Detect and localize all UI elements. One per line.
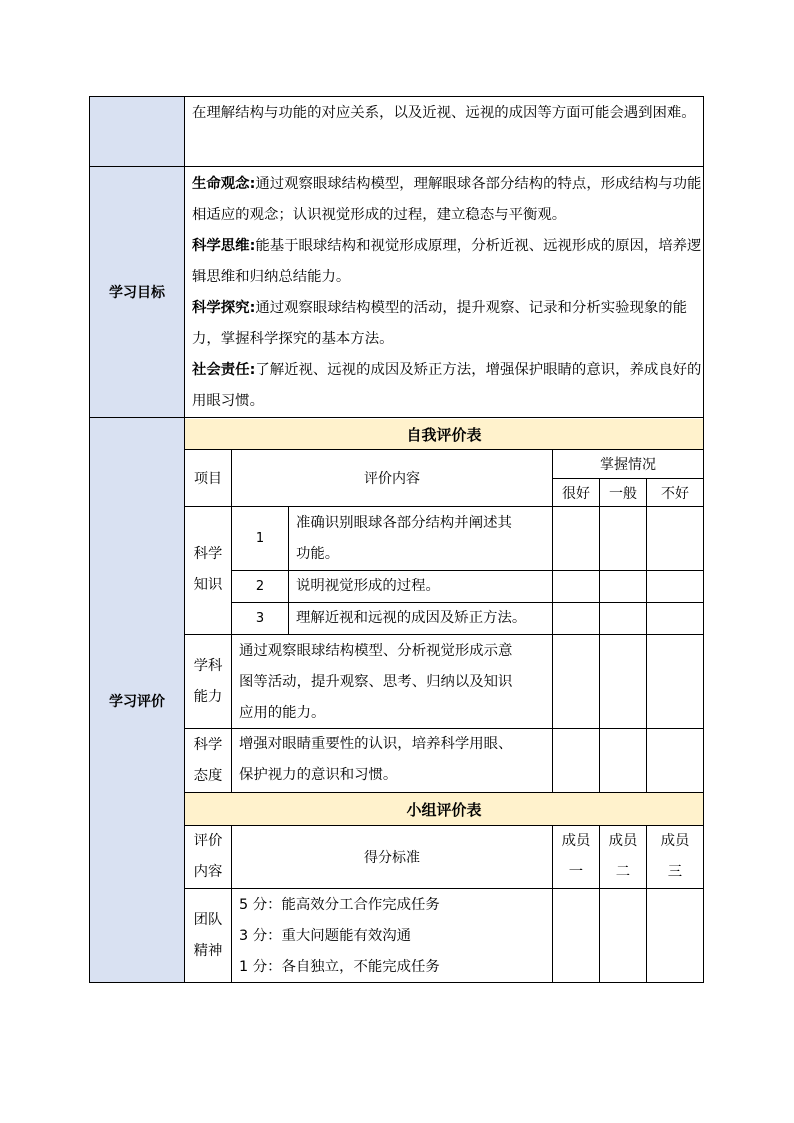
- group-header-content-2: 内容: [193, 864, 223, 880]
- objective-key: 科学探究:: [192, 300, 256, 316]
- group-eval-title: [185, 793, 703, 825]
- ability-text: [232, 636, 552, 728]
- team-label: [185, 889, 231, 983]
- row-text-line: 准确识别眼球各部分结构并阐述其: [296, 515, 512, 531]
- intro-paragraph: [185, 98, 703, 164]
- objective-scientific-inquiry: [192, 293, 703, 355]
- row-text-line: 功能。: [296, 546, 340, 562]
- rule: [231, 449, 232, 793]
- member-3-line-2: 三: [667, 864, 683, 880]
- knowledge-row-2-text: [289, 571, 551, 602]
- group-header-member-1: [553, 826, 599, 888]
- member-2-line-1: 成员: [608, 833, 638, 849]
- attitude-line: 增强对眼睛重要性的认识，培养科学用眼、: [239, 736, 513, 752]
- objective-social-responsibility: [192, 355, 703, 417]
- rule: [89, 96, 704, 97]
- header-mastery: [553, 450, 703, 478]
- objective-key: 生命观念:: [192, 176, 256, 192]
- sci-knowledge-label: [185, 507, 231, 633]
- knowledge-row-3-num: [232, 603, 288, 634]
- rule: [89, 417, 704, 418]
- objective-text: 通过观察眼球结构模型的活动，提升观察、记录和分析实验现象的能力，掌握科学探究的基本方法。: [192, 300, 688, 347]
- sci-knowledge-label-2: 知识: [193, 577, 223, 593]
- attitude-label-1: 科学: [193, 736, 223, 753]
- group-header-standard-text: 得分标准: [364, 850, 420, 866]
- rule: [231, 825, 232, 983]
- objective-key: 社会责任:: [192, 362, 256, 378]
- team-line: 3 分：重大问题能有效沟通: [239, 928, 412, 944]
- rule: [89, 166, 704, 167]
- self-eval-title: [185, 419, 703, 449]
- row-text-line: 理解近视和远视的成因及矫正方法。: [296, 610, 527, 626]
- sci-knowledge-label-1: 科学: [193, 546, 223, 562]
- rule: [184, 634, 704, 635]
- rule: [184, 449, 704, 450]
- objective-text: 通过观察眼球结构模型，理解眼球各部分结构的特点，形成结构与功能相适应的观念；认识视觉形成的过程，建立稳态与平衡观。: [192, 176, 702, 223]
- rule: [89, 982, 704, 983]
- group-eval-title-text: 小组评价表: [406, 800, 482, 819]
- rule: [288, 506, 289, 635]
- objectives-label: [90, 167, 184, 417]
- header-ok: [600, 479, 646, 506]
- rule: [646, 825, 647, 983]
- rule: [184, 96, 185, 983]
- row-num: 1: [255, 531, 265, 546]
- group-header-standard: [232, 826, 552, 888]
- rule: [184, 888, 704, 889]
- header-bad: [647, 479, 703, 506]
- rule: [599, 825, 600, 983]
- attitude-text: [232, 729, 552, 791]
- ability-line: 通过观察眼球结构模型、分析视觉形成示意: [239, 643, 513, 659]
- member-3-line-1: 成员: [660, 833, 690, 849]
- ability-label-1: 学科: [193, 657, 223, 674]
- team-standard-text: [232, 890, 552, 982]
- evaluation-label: [90, 418, 184, 983]
- row-num: 2: [255, 579, 265, 594]
- member-1-line-2: 一: [568, 864, 584, 880]
- row-num: 3: [255, 611, 265, 626]
- ability-line: 图等活动，提升观察、思考、归纳以及知识: [239, 674, 513, 690]
- team-label-2: 精神: [193, 943, 223, 959]
- header-ok-text: 一般: [609, 485, 637, 502]
- rule: [184, 728, 704, 729]
- self-eval-title-text: 自我评价表: [406, 425, 482, 444]
- knowledge-row-1-text: [289, 508, 551, 570]
- rule: [646, 478, 647, 793]
- rule: [184, 506, 704, 507]
- team-line: 1 分：各自独立，不能完成任务: [239, 959, 440, 975]
- header-content: [232, 450, 552, 506]
- group-header-content: [185, 826, 231, 888]
- evaluation-label-text: 学习评价: [109, 693, 165, 710]
- group-header-member-2: [600, 826, 646, 888]
- rule: [89, 96, 90, 983]
- objectives-label-text: 学习目标: [109, 285, 165, 301]
- ability-label-2: 能力: [193, 688, 223, 705]
- header-good: [553, 479, 599, 506]
- rule: [231, 602, 704, 603]
- header-item: [185, 450, 231, 506]
- objectives-list: [185, 169, 703, 417]
- rule: [231, 570, 704, 571]
- header-item-text: 项目: [194, 471, 222, 487]
- attitude-label-2: 态度: [193, 767, 223, 784]
- group-header-member-3: [647, 826, 703, 888]
- team-label-1: 团队: [193, 912, 223, 928]
- ability-line: 应用的能力。: [239, 705, 326, 721]
- member-2-line-2: 二: [615, 864, 631, 880]
- objective-text: 了解近视、远视的成因及矫正方法，增强保护眼睛的意识，养成良好的用眼习惯。: [192, 362, 702, 409]
- rule: [552, 449, 553, 793]
- knowledge-row-2-num: [232, 571, 288, 602]
- team-line: 5 分：能高效分工合作完成任务: [239, 897, 440, 913]
- objective-life-concept: [192, 169, 703, 231]
- ability-label: [185, 635, 231, 728]
- objective-text: 能基于眼球结构和视觉形成原理，分析近视、远视形成的原因，培养逻辑思维和归纳总结能力。: [192, 238, 702, 285]
- rule: [552, 825, 553, 983]
- rule: [703, 96, 704, 983]
- header-content-text: 评价内容: [364, 471, 420, 487]
- objective-scientific-thinking: [192, 231, 703, 293]
- rule: [184, 825, 704, 826]
- rule: [552, 478, 704, 479]
- header-bad-text: 不好: [661, 485, 689, 502]
- row-text-line: 说明视觉形成的过程。: [296, 578, 440, 594]
- member-1-line-1: 成员: [561, 833, 591, 849]
- rule: [184, 792, 704, 793]
- intro-text: 在理解结构与功能的对应关系，以及近视、远视的成因等方面可能会遇到困难。: [192, 105, 696, 121]
- header-mastery-text: 掌握情况: [600, 457, 656, 473]
- side-column-intro: [90, 96, 184, 166]
- attitude-label: [185, 729, 231, 792]
- header-good-text: 很好: [562, 485, 590, 502]
- knowledge-row-3-text: [289, 603, 551, 634]
- objective-key: 科学思维:: [192, 238, 256, 254]
- knowledge-row-1-num: [232, 507, 288, 570]
- rule: [599, 478, 600, 793]
- group-header-content-1: 评价: [193, 833, 223, 849]
- attitude-line: 保护视力的意识和习惯。: [239, 767, 398, 783]
